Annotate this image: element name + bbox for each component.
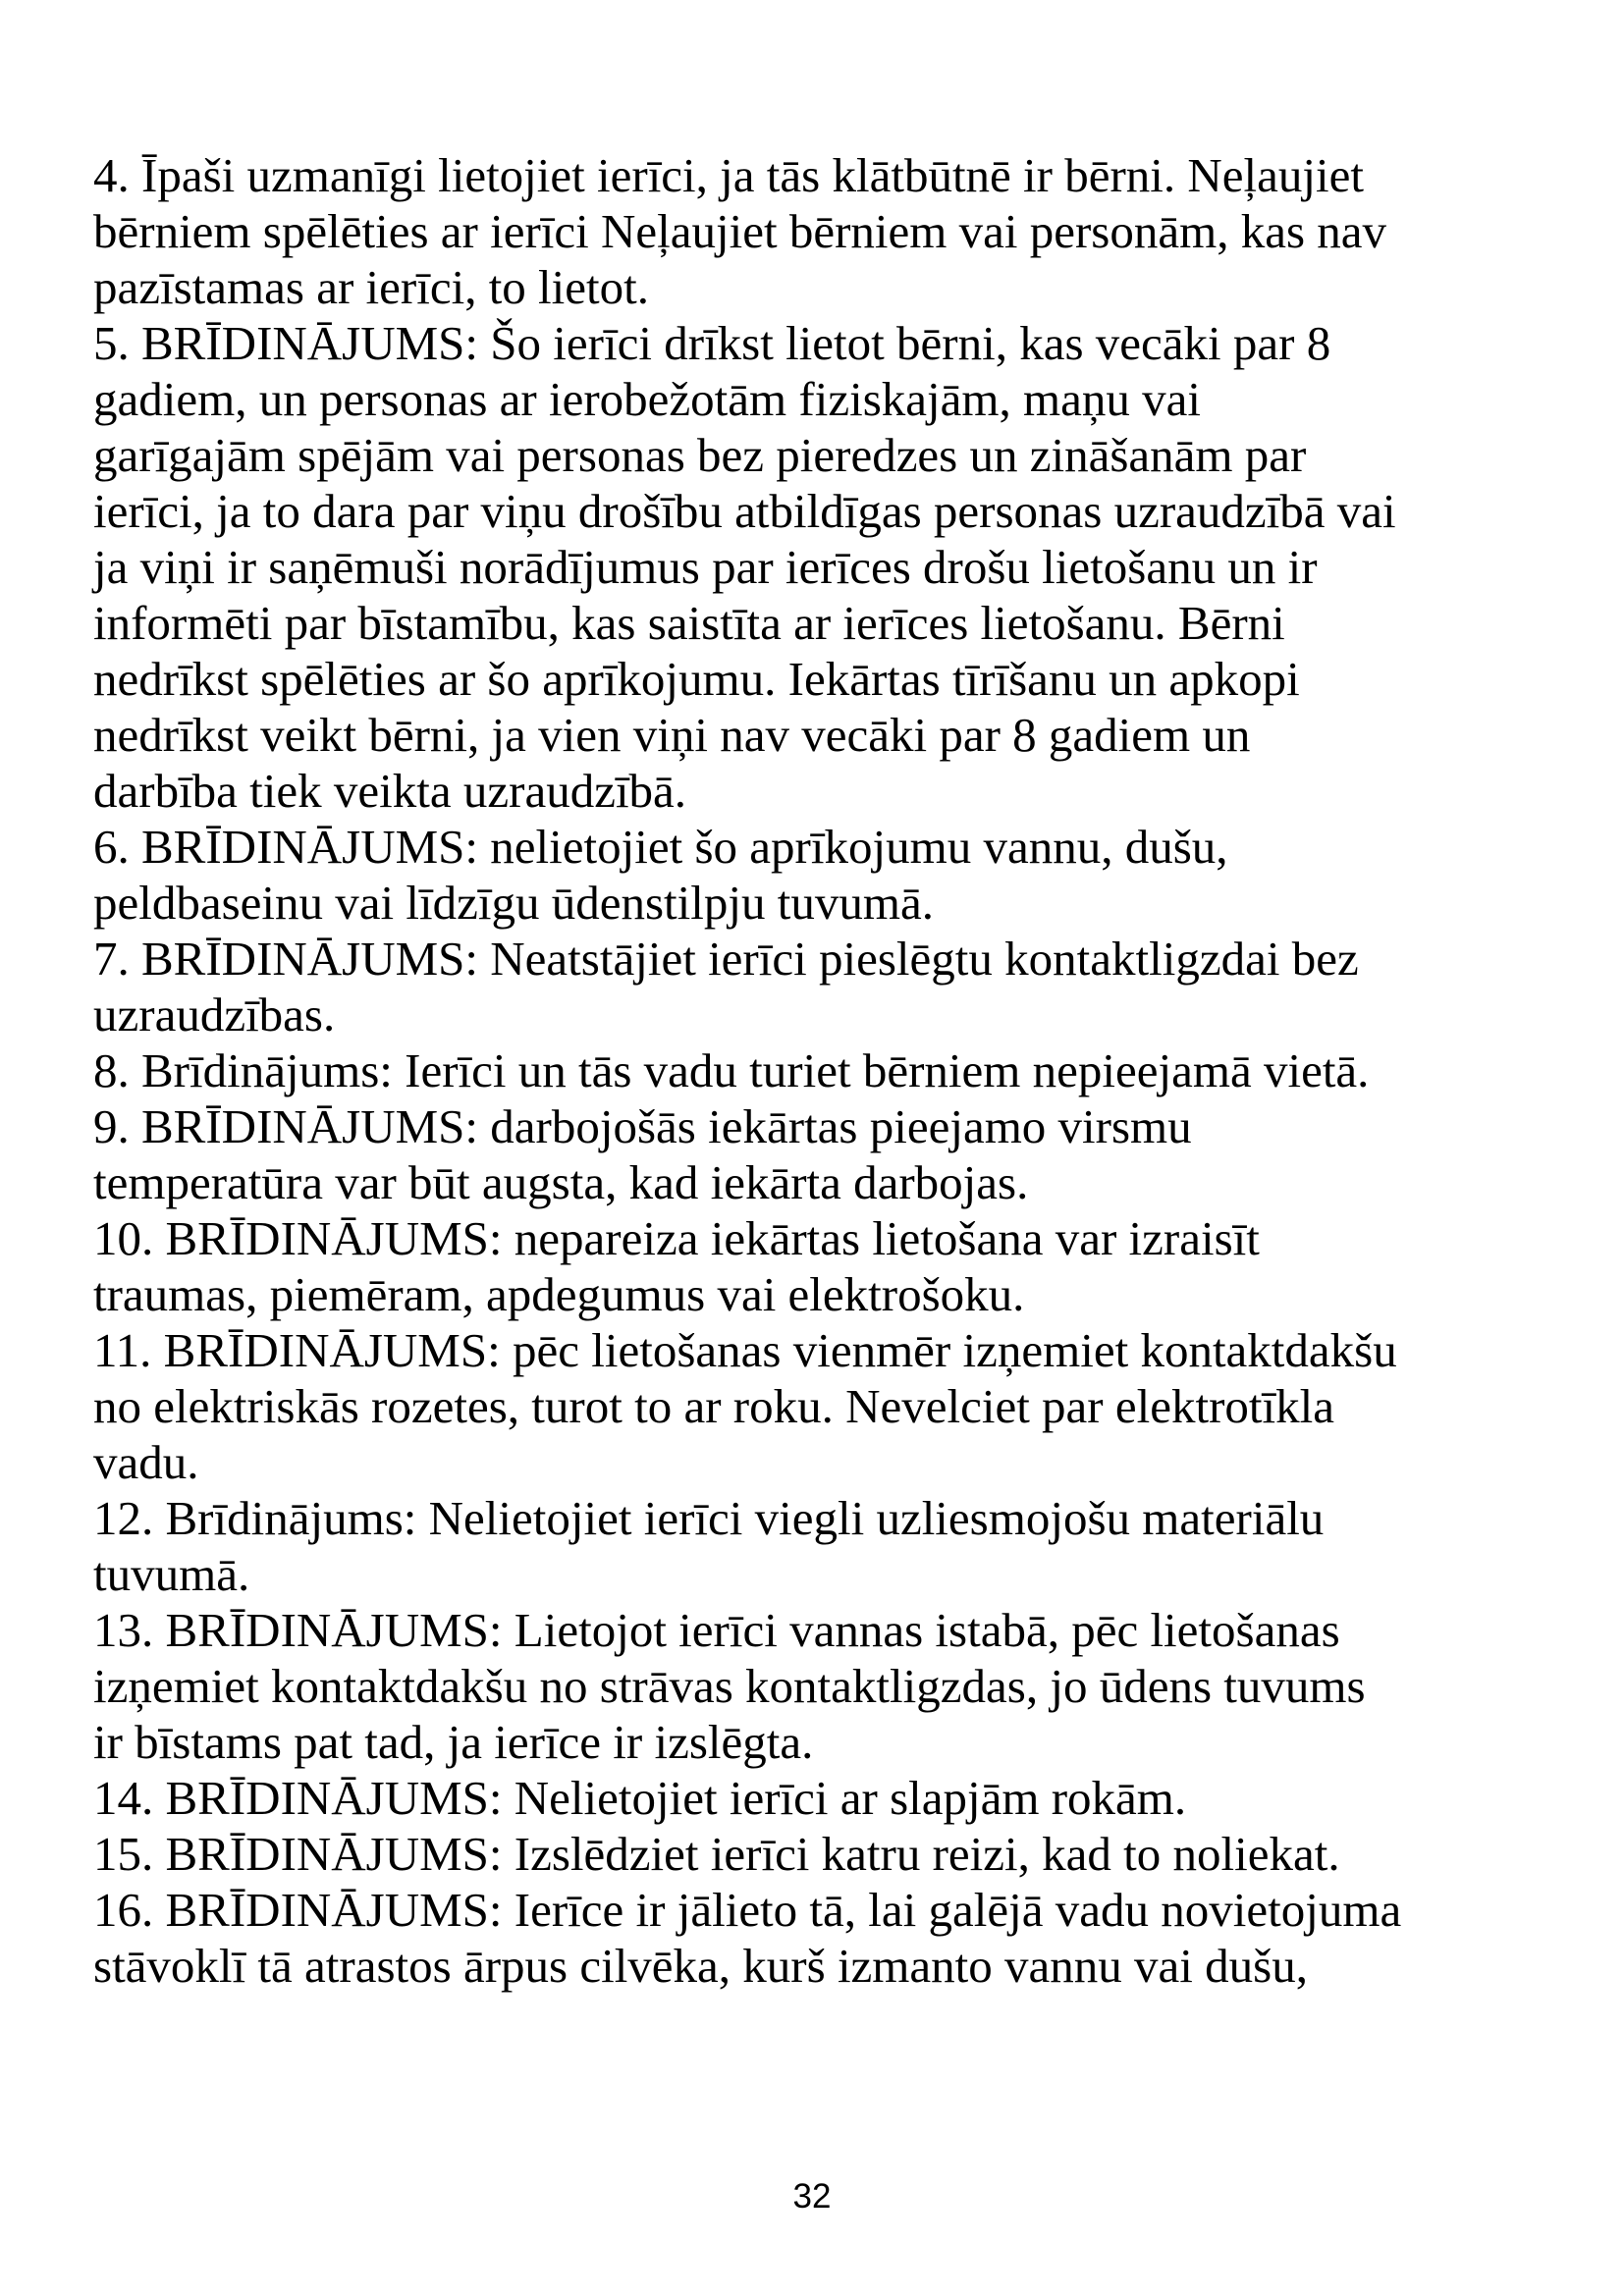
paragraph-item-8: 8. Brīdinājums: Ierīci un tās vadu turiet bērniem nepieejamā vietā. [93, 1043, 1370, 1097]
paragraph-item-10: 10. BRĪDINĀJUMS: nepareiza iekārtas lietošana var izraisīt traumas, piemēram, apdegumus vai elektrošoku. [93, 1211, 1260, 1321]
paragraph-item-12: 12. Brīdinājums: Nelietojiet ierīci viegli uzliesmojošu materiālu tuvumā. [93, 1491, 1325, 1601]
paragraph-item-4: 4. Īpaši uzmanīgi lietojiet ierīci, ja tās klātbūtnē ir bērni. Neļaujiet bērniem spēlēties ar ierīci Neļaujiet bērniem vai personām, kas nav pazīstamas ar ierīci, to lietot. [93, 148, 1387, 314]
paragraph-item-15: 15. BRĪDINĀJUMS: Izslēdziet ierīci katru reizi, kad to noliekat. [93, 1827, 1340, 1881]
paragraph-item-5: 5. BRĪDINĀJUMS: Šo ierīci drīkst lietot bērni, kas vecāki par 8 gadiem, un personas ar ierobežotām fiziskajām, maņu vai garīgajām spējām vai personas bez pieredzes un zināšanām par ierīci, ja to dara par viņu drošību atbildīgas personas uzraudzībā vai ja viņi ir saņēmuši norādījumus par ierīces drošu lietošanu un ir informēti par bīstamību, kas saistīta ar ierīces lietošanu. Bērni nedrīkst spēlēties ar šo aprīkojumu. Iekārtas tīrīšanu un apkopi nedrīkst veikt bērni, ja vien viņi nav vecāki par 8 gadiem un darbība tiek veikta uzraudzībā. [93, 316, 1396, 818]
paragraph-item-14: 14. BRĪDINĀJUMS: Nelietojiet ierīci ar slapjām rokām. [93, 1771, 1187, 1825]
paragraph-item-16: 16. BRĪDINĀJUMS: Ierīce ir jālieto tā, lai galējā vadu novietojuma stāvoklī tā atrastos ārpus cilvēka, kurš izmanto vannu vai dušu, [93, 1883, 1402, 1993]
paragraph-item-6: 6. BRĪDINĀJUMS: nelietojiet šo aprīkojumu vannu, dušu, peldbaseinu vai līdzīgu ūdenstilpju tuvumā. [93, 820, 1228, 930]
paragraph-item-13: 13. BRĪDINĀJUMS: Lietojot ierīci vannas istabā, pēc lietošanas izņemiet kontaktdakšu no strāvas kontaktligzdas, jo ūdens tuvums ir bīstams pat tad, ja ierīce ir izslēgta. [93, 1603, 1366, 1769]
paragraph-item-7: 7. BRĪDINĀJUMS: Neatstājiet ierīci pieslēgtu kontaktligzdai bez uzraudzības. [93, 932, 1359, 1041]
paragraph-item-9: 9. BRĪDINĀJUMS: darbojošās iekārtas pieejamo virsmu temperatūra var būt augsta, kad iekārta darbojas. [93, 1099, 1192, 1209]
document-body [93, 147, 1537, 1994]
paragraph-item-11: 11. BRĪDINĀJUMS: pēc lietošanas vienmēr izņemiet kontaktdakšu no elektriskās rozetes, turot to ar roku. Nevelciet par elektrotīkla vadu. [93, 1323, 1397, 1489]
page-number: 32 [792, 2177, 832, 2216]
